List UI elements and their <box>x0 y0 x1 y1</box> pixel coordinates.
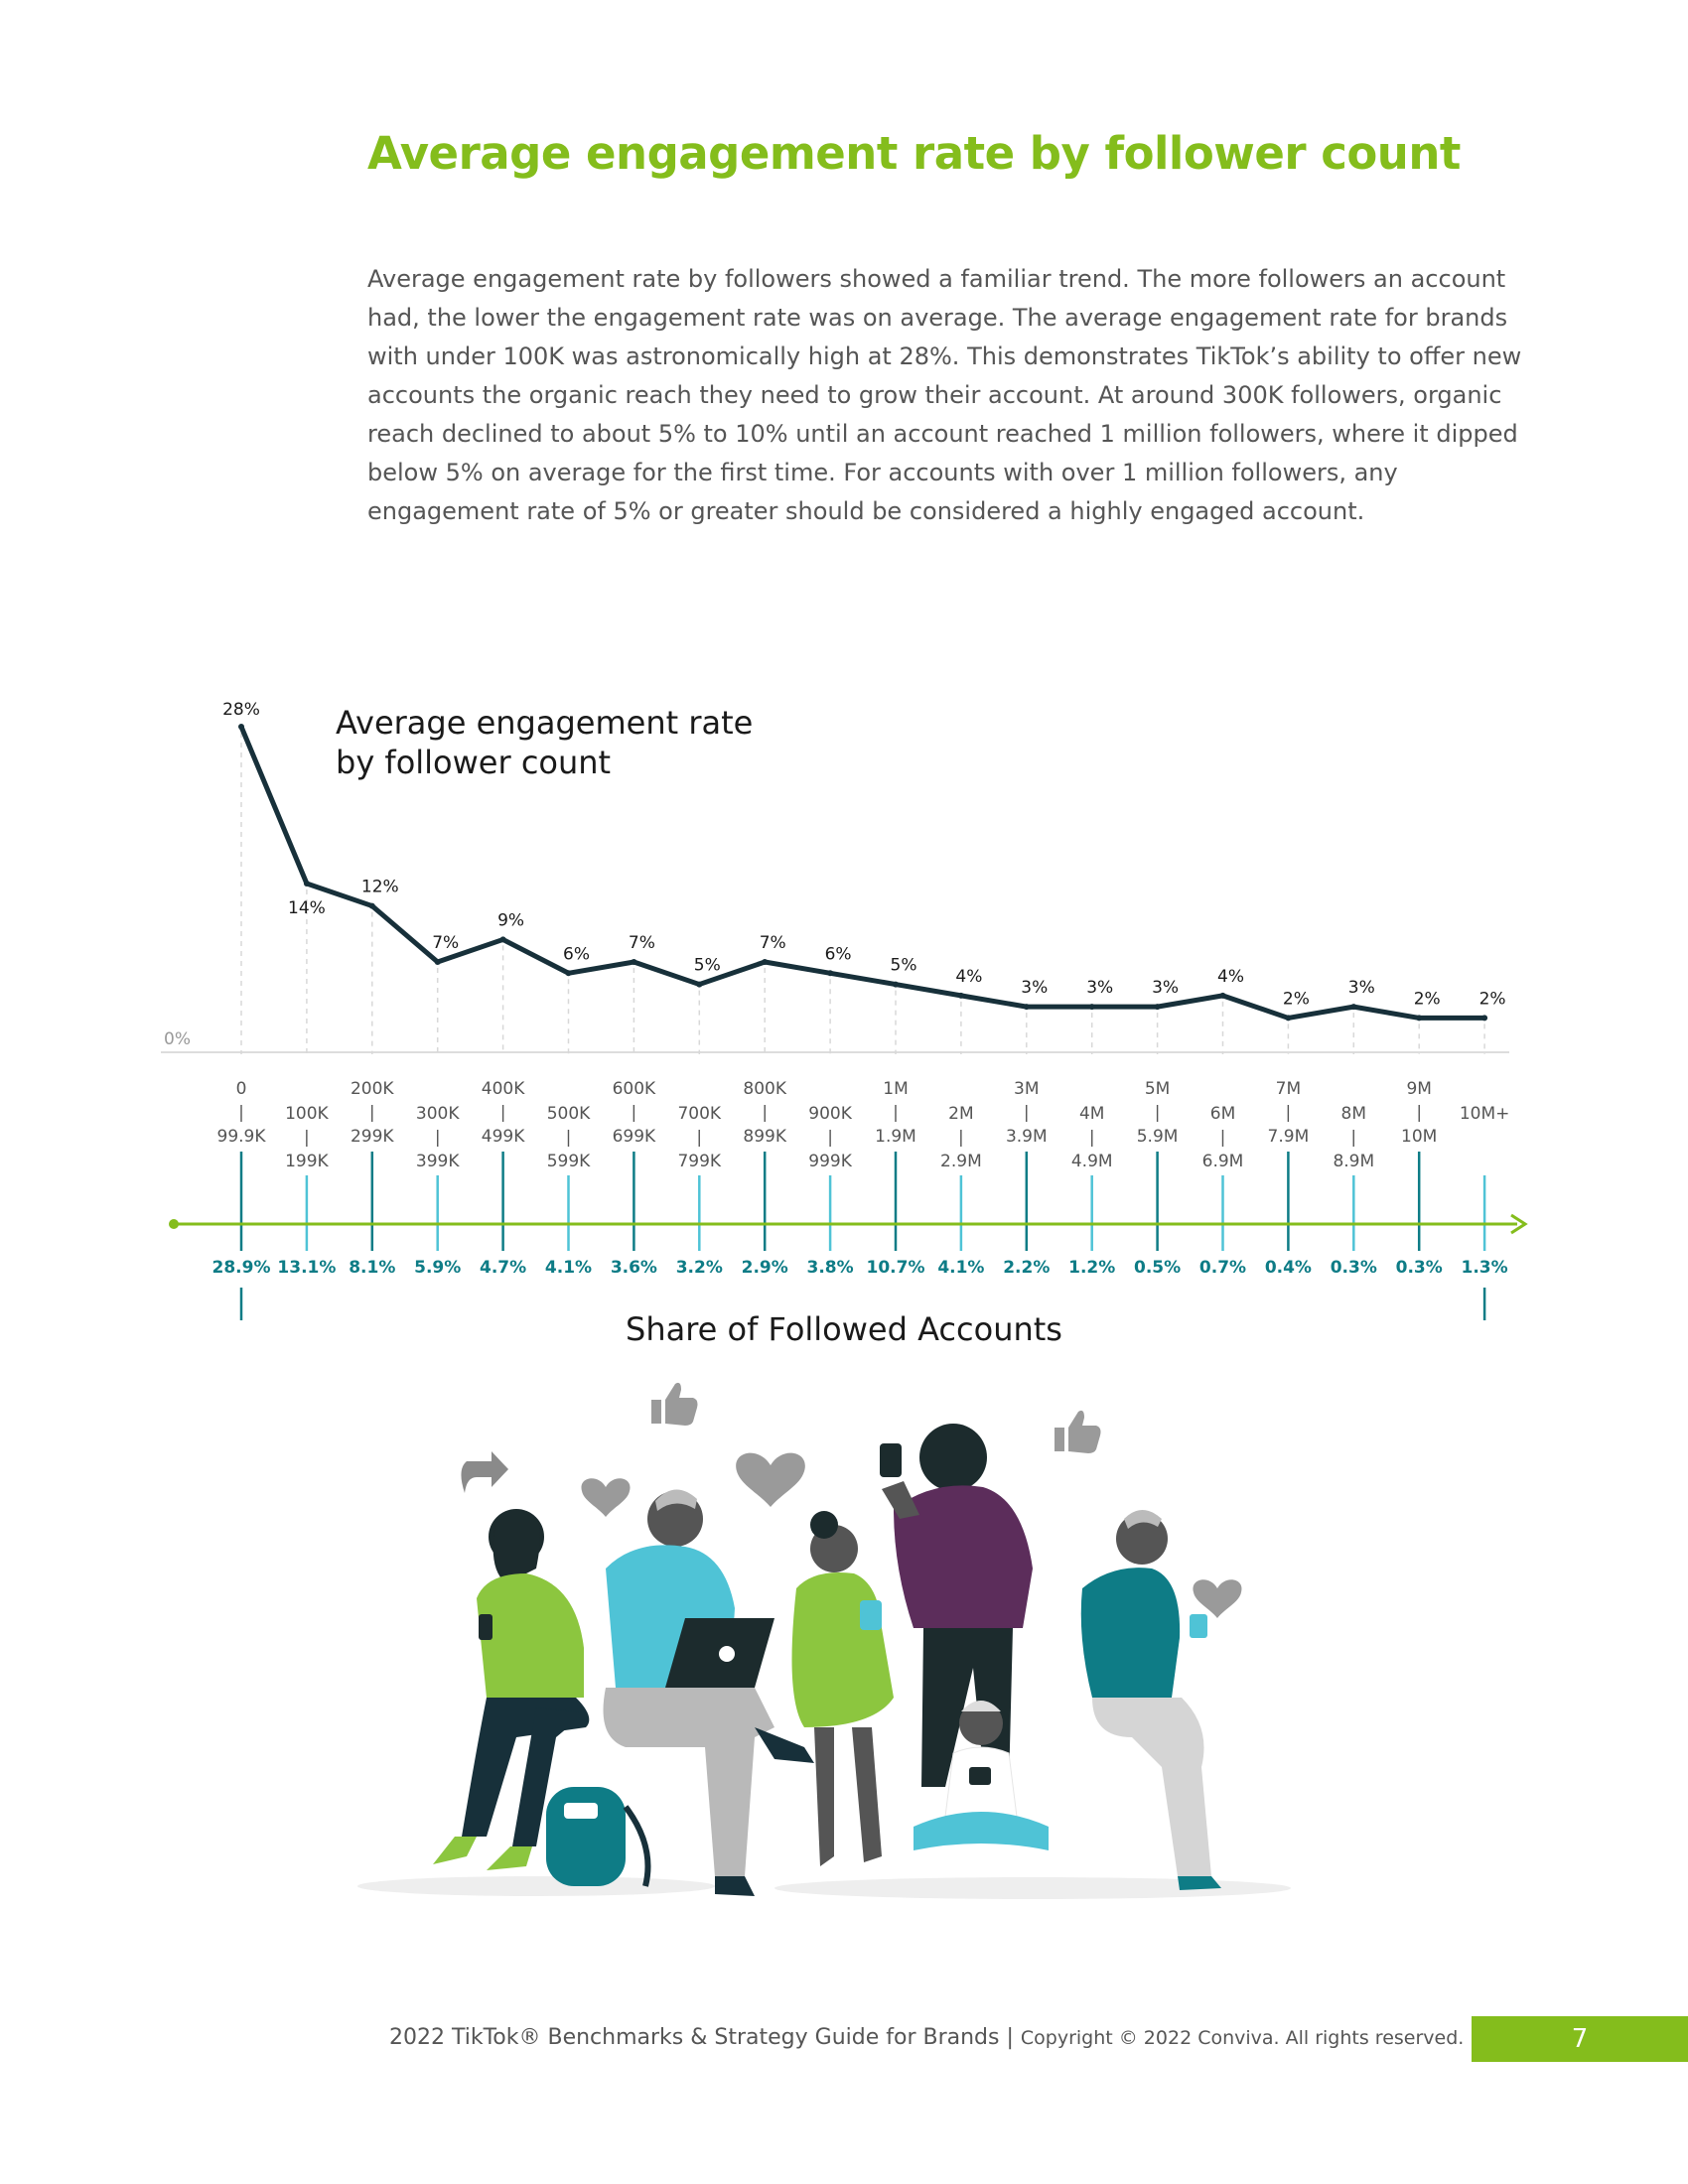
bucket-label: 8.9M <box>1333 1152 1375 1171</box>
value-label: 5% <box>693 955 721 976</box>
bucket-label: 800K <box>743 1079 787 1099</box>
share-label: 28.9% <box>211 1258 271 1278</box>
bucket-label: | <box>238 1103 244 1123</box>
bucket-label: 6.9M <box>1201 1152 1244 1171</box>
bucket-label: | <box>762 1103 769 1123</box>
data-point <box>762 959 768 965</box>
person-cyan-shirt <box>604 1489 815 1896</box>
bucket-label: | <box>1416 1103 1423 1123</box>
share-of-followed-accounts-title: Share of Followed Accounts <box>626 1310 1062 1348</box>
bucket-label: 9M <box>1406 1079 1432 1099</box>
bucket-label: 299K <box>350 1127 394 1147</box>
share-label: 0.3% <box>1395 1258 1443 1278</box>
bucket-label: 699K <box>612 1127 656 1147</box>
bucket-label: 7M <box>1275 1079 1302 1099</box>
heart-icon <box>736 1453 805 1507</box>
share-label: 0.3% <box>1330 1258 1377 1278</box>
share-label: 5.9% <box>414 1258 462 1278</box>
bucket-label: 7.9M <box>1267 1127 1310 1147</box>
bucket-label: 599K <box>546 1152 591 1171</box>
bucket-label: 2.9M <box>940 1152 982 1171</box>
data-point <box>304 881 310 887</box>
bucket-label: 799K <box>677 1152 722 1171</box>
people-using-phones-illustration <box>338 1370 1311 1906</box>
value-label: 28% <box>222 700 260 720</box>
person-green-dress <box>792 1511 895 1866</box>
data-point <box>1220 993 1226 999</box>
heart-icon <box>581 1478 630 1517</box>
value-label: 6% <box>563 944 590 965</box>
person-teal-shirt <box>1081 1510 1221 1890</box>
bucket-label: 5M <box>1144 1079 1171 1099</box>
value-label: 3% <box>1086 978 1114 999</box>
bucket-label: | <box>893 1103 899 1123</box>
data-point <box>696 982 702 988</box>
share-label: 4.1% <box>937 1258 985 1278</box>
value-label: 2% <box>1413 989 1441 1010</box>
share-label: 4.1% <box>544 1258 593 1278</box>
share-label: 1.2% <box>1068 1258 1116 1278</box>
bucket-label: | <box>1154 1103 1161 1123</box>
share-label: 0.7% <box>1198 1258 1247 1278</box>
bucket-label: 5.9M <box>1136 1127 1179 1147</box>
share-axis-start-dot <box>169 1219 179 1229</box>
intro-paragraph: Average engagement rate by followers showed a familiar trend. The more followers an account had, the lower the engagement rate was on average. The average engagement rate for brands with under 100K was astronomically high at 28%. This demonstrates TikTok’s ability to offer new accounts the organic reach they need to grow their account. At around 300K followers, organic reach declined to about 5% to 10% until an account reached 1 million followers, where it dipped below 5% on average for the first time. For accounts with over 1 million followers, any engagement rate of 5% or greater should be considered a highly engaged account. <box>367 265 1522 525</box>
share-label: 2.9% <box>741 1258 788 1278</box>
bucket-label: 6M <box>1209 1104 1236 1124</box>
chart-title: Average engagement rate by follower count <box>336 704 754 781</box>
bucket-label: | <box>1088 1128 1095 1148</box>
backpack <box>546 1787 648 1886</box>
bucket-label: 300K <box>415 1104 460 1124</box>
data-point <box>958 993 964 999</box>
zero-percent-label: 0% <box>164 1029 191 1049</box>
value-label: 7% <box>759 933 786 953</box>
bucket-label: | <box>958 1128 964 1148</box>
bucket-label: 0 <box>235 1079 247 1099</box>
bucket-label: | <box>1350 1128 1357 1148</box>
bucket-label: 4M <box>1078 1104 1105 1124</box>
value-label: 7% <box>628 933 655 953</box>
share-label: 3.2% <box>675 1258 723 1278</box>
value-label: 12% <box>360 877 399 897</box>
bucket-label: 1M <box>883 1079 909 1099</box>
value-label: 4% <box>1217 966 1244 987</box>
bucket-label: 200K <box>350 1079 394 1099</box>
share-label: 13.1% <box>277 1258 337 1278</box>
engagement-chart <box>0 685 1688 1320</box>
data-point <box>1089 1004 1095 1010</box>
bucket-label: | <box>1023 1103 1030 1123</box>
bucket-label: 700K <box>677 1104 722 1124</box>
bucket-label: 600K <box>612 1079 656 1099</box>
bucket-label: 100K <box>285 1104 329 1124</box>
share-label: 3.8% <box>806 1258 854 1278</box>
data-point <box>827 970 833 976</box>
share-label: 8.1% <box>349 1258 396 1278</box>
data-point <box>631 959 636 965</box>
bucket-label: | <box>631 1103 637 1123</box>
footer-text <box>389 2025 1464 2050</box>
value-label: 9% <box>497 910 525 931</box>
bucket-label: 500K <box>546 1104 591 1124</box>
data-point <box>1416 1015 1422 1021</box>
share-label: 2.2% <box>1003 1258 1051 1278</box>
thumbs-up-icon <box>1055 1411 1101 1453</box>
share-label: 10.7% <box>866 1258 925 1278</box>
bucket-label: 3M <box>1014 1079 1040 1099</box>
bucket-label: 399K <box>415 1152 460 1171</box>
bucket-label: | <box>1285 1103 1292 1123</box>
data-point <box>1350 1004 1356 1010</box>
data-point <box>238 724 244 730</box>
value-label: 2% <box>1282 989 1310 1010</box>
share-label: 0.5% <box>1134 1258 1182 1278</box>
footer-copyright: Copyright © 2022 Conviva. All rights reserved. <box>1020 2027 1465 2049</box>
share-label: 1.3% <box>1461 1258 1508 1278</box>
share-arrow-icon <box>461 1451 508 1493</box>
data-point <box>566 970 572 976</box>
data-point <box>893 982 899 988</box>
bucket-label: | <box>499 1103 506 1123</box>
ground-shadow <box>357 1876 715 1896</box>
value-label: 14% <box>288 898 326 918</box>
bucket-label: 999K <box>808 1152 852 1171</box>
bucket-label: 1.9M <box>875 1127 916 1147</box>
data-point <box>1481 1015 1487 1021</box>
footer-guide-title: 2022 TikTok® Benchmarks & Strategy Guide for Brands | <box>389 2025 1014 2050</box>
bucket-label: 199K <box>285 1152 329 1171</box>
data-point <box>369 903 375 909</box>
bucket-label: 499K <box>481 1127 525 1147</box>
bucket-label: 900K <box>808 1104 852 1124</box>
data-point <box>435 959 441 965</box>
bucket-label: 10M <box>1401 1127 1438 1147</box>
bucket-label: 400K <box>481 1079 525 1099</box>
data-point <box>500 936 506 942</box>
value-label: 2% <box>1478 989 1506 1010</box>
data-point <box>1285 1015 1291 1021</box>
heart-icon <box>1193 1579 1241 1618</box>
bucket-label: | <box>368 1103 375 1123</box>
page-number: 7 <box>1472 2016 1688 2062</box>
bucket-label: | <box>827 1128 833 1148</box>
bucket-label: 3.9M <box>1005 1127 1048 1147</box>
bucket-label: 99.9K <box>216 1127 266 1147</box>
page-title: Average engagement rate by follower count <box>367 127 1461 180</box>
share-label: 3.6% <box>610 1258 657 1278</box>
value-label: 6% <box>824 944 852 965</box>
bucket-label: 2M <box>948 1104 974 1124</box>
person-purple-top <box>880 1424 1033 1787</box>
bucket-label: 899K <box>743 1127 787 1147</box>
bucket-label: | <box>304 1128 310 1148</box>
bucket-label: | <box>434 1128 441 1148</box>
value-label: 3% <box>1152 978 1180 999</box>
share-label: 4.7% <box>480 1258 527 1278</box>
bucket-label: 8M <box>1340 1104 1367 1124</box>
value-label: 7% <box>432 933 460 953</box>
data-point <box>1155 1004 1161 1010</box>
bucket-label: | <box>1219 1128 1226 1148</box>
value-label: 5% <box>890 955 917 976</box>
thumbs-up-icon <box>651 1383 698 1426</box>
data-point <box>1024 1004 1030 1010</box>
share-label: 0.4% <box>1264 1258 1312 1278</box>
bucket-label: | <box>565 1128 572 1148</box>
value-label: 3% <box>1021 978 1049 999</box>
bucket-label: 4.9M <box>1070 1152 1113 1171</box>
bucket-label: 10M+ <box>1459 1104 1510 1124</box>
value-label: 3% <box>1347 978 1375 999</box>
bucket-label: | <box>696 1128 703 1148</box>
value-label: 4% <box>955 966 983 987</box>
